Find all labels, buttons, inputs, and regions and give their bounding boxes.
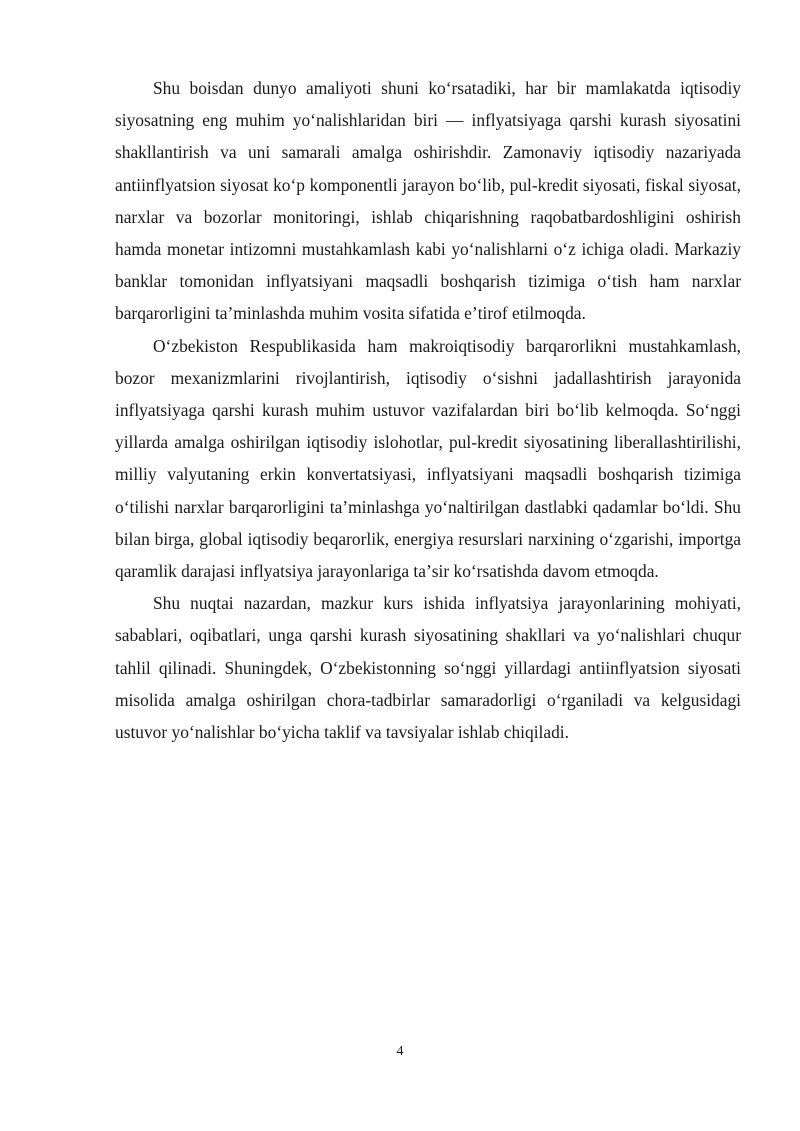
paragraph-3: Shu nuqtai nazardan, mazkur kurs ishida inflyatsiya jarayonlarining mohiyati, sabablari, oqibatlari, unga qarshi kurash siyosatining shakllari va yoʻnalishlari chuqur tahlil qilinadi. Shuningdek, Oʻzbekistonning soʻnggi yillardagi antiinflyatsion siyosati misolida amalga oshirilgan chora-tadbirlar samaradorligi oʻrganiladi va kelgusidagi ustuvor yoʻnalishlar boʻyicha taklif va tavsiyalar ishlab chiqiladi.	[115, 593, 741, 743]
page-number: 4	[396, 1044, 404, 1059]
document-body	[115, 72, 741, 748]
paragraph-1: Shu boisdan dunyo amaliyoti shuni koʻrsatadiki, har bir mamlakatda iqtisodiy siyosatning eng muhim yoʻnalishlaridan biri — inflyatsiyaga qarshi kurash siyosatini shakllantirish va uni samarali amalga oshirishdir. Zamonaviy iqtisodiy nazariyada antiinflyatsion siyosat koʻp komponentli jarayon boʻlib, pul-kredit siyosati, fiskal siyosat, narxlar va bozorlar monitoringi, ishlab chiqarishning raqobatbardoshligini oshirish hamda monetar intizomni mustahkamlash kabi yoʻnalishlarni oʻz ichiga oladi. Markaziy banklar tomonidan inflyatsiyani maqsadli boshqarish tizimiga oʻtish ham narxlar barqarorligini taʼminlashda muhim vosita sifatida eʼtirof etilmoqda.	[115, 78, 741, 324]
paragraph-2: Oʻzbekiston Respublikasida ham makroiqtisodiy barqarorlikni mustahkamlash, bozor mexanizmlarini rivojlantirish, iqtisodiy oʻsishni jadallashtirish jarayonida inflyatsiyaga qarshi kurash muhim ustuvor vazifalardan biri boʻlib kelmoqda. Soʻnggi yillarda amalga oshirilgan iqtisodiy islohotlar, pul-kredit siyosatining liberallashtirilishi, milliy valyutaning erkin konvertatsiyasi, inflyatsiyani maqsadli boshqarish tizimiga oʻtilishi narxlar barqarorligini taʼminlashga yoʻnaltirilgan dastlabki qadamlar boʻldi. Shu bilan birga, global iqtisodiy beqarorlik, energiya resurslari narxining oʻzgarishi, importga qaramlik darajasi inflyatsiya jarayonlariga taʼsir koʻrsatishda davom etmoqda.	[115, 335, 741, 582]
